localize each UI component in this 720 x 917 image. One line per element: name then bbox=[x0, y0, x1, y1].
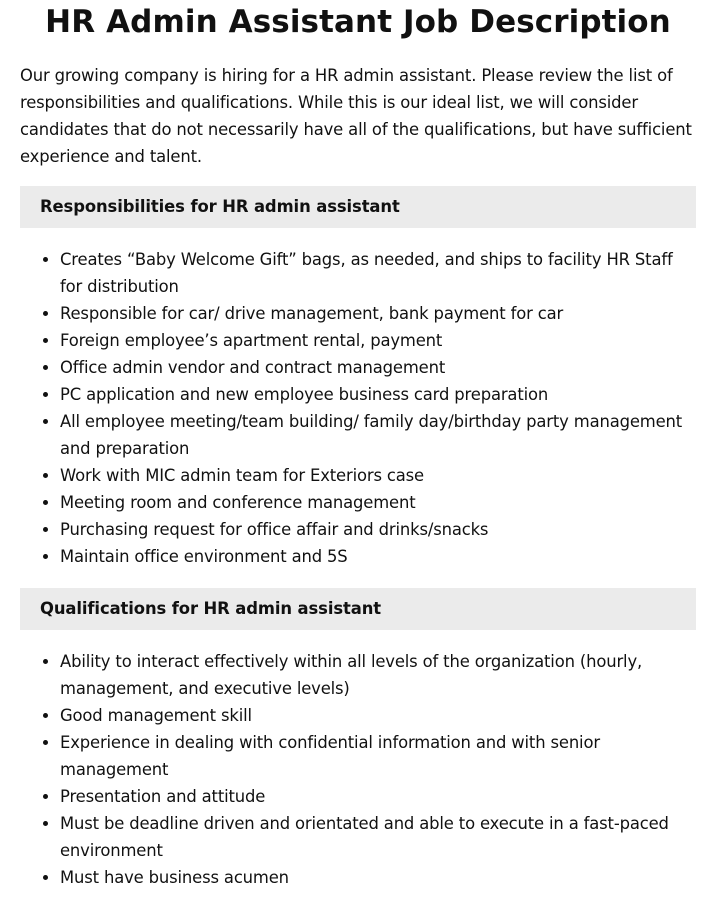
list-item: • Work with MIC admin team for Exteriors case bbox=[60, 462, 696, 489]
page-title: HR Admin Assistant Job Description bbox=[45, 4, 671, 40]
list-item: • Good management skill bbox=[60, 702, 696, 729]
list-item: • Must have business acumen bbox=[60, 864, 696, 891]
list-item: • Must be deadline driven and orientated and able to execute in a fast-paced environment bbox=[60, 810, 696, 864]
list-item: • Purchasing request for office affair and drinks/snacks bbox=[60, 516, 696, 543]
list-item: • Presentation and attitude bbox=[60, 783, 696, 810]
list-item: • All employee meeting/team building/ family day/birthday party management and preparation bbox=[60, 408, 696, 462]
qualifications-list bbox=[20, 648, 696, 891]
responsibilities-list bbox=[20, 246, 696, 570]
qualifications-heading: Qualifications for HR admin assistant bbox=[20, 588, 696, 630]
list-item: • Ability to interact effectively within all levels of the organization (hourly, management, and executive levels) bbox=[60, 648, 696, 702]
list-item: • Meeting room and conference management bbox=[60, 489, 696, 516]
list-item: • Experience in dealing with confidential information and with senior management bbox=[60, 729, 696, 783]
list-item: • Maintain office environment and 5S bbox=[60, 543, 696, 570]
list-item: • PC application and new employee business card preparation bbox=[60, 381, 696, 408]
intro-paragraph: Our growing company is hiring for a HR admin assistant. Please review the list of responsibilities and qualifications. While this is our ideal list, we will consider candidates that do not necessarily have all of the qualifications, but have sufficient experience and talent. bbox=[20, 66, 692, 166]
list-item: • Foreign employee’s apartment rental, payment bbox=[60, 327, 696, 354]
responsibilities-heading: Responsibilities for HR admin assistant bbox=[20, 186, 696, 228]
list-item: • Creates “Baby Welcome Gift” bags, as needed, and ships to facility HR Staff for distribution bbox=[60, 246, 696, 300]
list-item: • Office admin vendor and contract management bbox=[60, 354, 696, 381]
list-item: • Responsible for car/ drive management, bank payment for car bbox=[60, 300, 696, 327]
